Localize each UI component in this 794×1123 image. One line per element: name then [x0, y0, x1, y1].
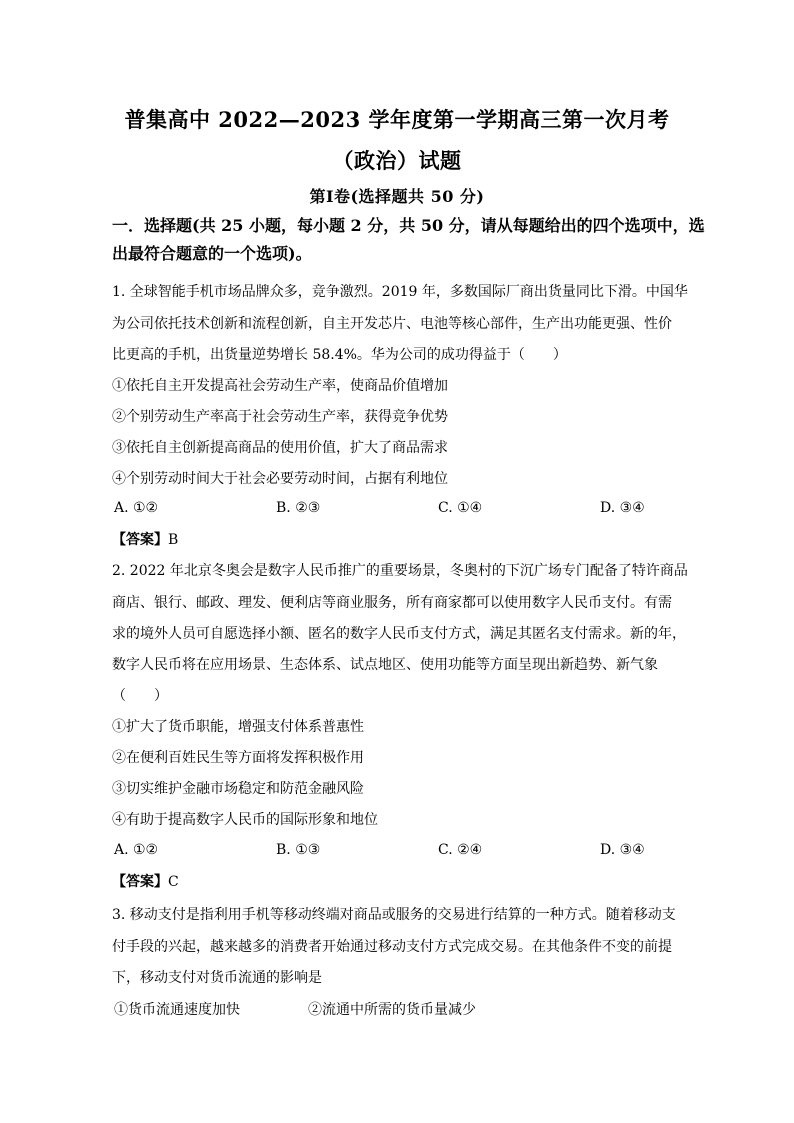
q2-answer-label: 【答案】 [112, 874, 168, 890]
q1-statement-4: ④个别劳动时间大于社会必要劳动时间，占据有利地位 [112, 471, 448, 487]
q1-statement-3: ③依托自主创新提高商品的使用价值，扩大了商品需求 [112, 440, 448, 456]
q1-stem-line-2: 为公司依托技术创新和流程创新，自主开发芯片、电池等核心部件，生产出功能更强、性价 [112, 316, 672, 332]
q1-stem-line-1: 1. 全球智能手机市场品牌众多，竞争激烈。2019 年，多数国际厂商出货量同比下滑。中国华 [112, 284, 688, 300]
q2-stem-line-3: 求的境外人员可自愿选择小额、匿名的数字人民币支付方式，满足其匿名支付需求。新的年， [112, 626, 686, 642]
exam-title: 普集高中 2022—2023 学年度第一学期高三第一次月考 [124, 107, 670, 132]
q2-statement-2: ②在便利百姓民生等方面将发挥积极作用 [112, 750, 364, 766]
q1-option-b: B. ②③ [276, 500, 321, 516]
q1-option-a: A. ①② [114, 500, 159, 516]
q2-stem-line-2: 商店、银行、邮政、理发、便利店等商业服务，所有商家都可以使用数字人民币支付。有需 [112, 595, 672, 611]
q2-option-d: D. ③④ [600, 842, 645, 858]
exam-subtitle: （政治）试题 [332, 148, 462, 173]
q3-stem-line-1: 3. 移动支付是指利用手机等移动终端对商品或服务的交易进行结算的一种方式。随着移动支 [112, 907, 676, 923]
instructions-line-1: 一．选择题(共 25 小题，每小题 2 分，共 50 分，请从每题给出的四个选项中，选 [112, 216, 705, 235]
q1-statement-2: ②个别劳动生产率高于社会劳动生产率，获得竞争优势 [112, 409, 448, 425]
q2-answer [112, 872, 692, 892]
q1-answer-value: B [168, 532, 179, 548]
q2-statement-3: ③切实维护金融市场稳定和防范金融风险 [112, 781, 364, 797]
q3-stem-line-3: 下，移动支付对货币流通的影响是 [112, 970, 322, 986]
q2-option-b: B. ①③ [276, 842, 321, 858]
q2-stem-line-4: 数字人民币将在应用场景、生态体系、试点地区、使用功能等方面呈现出新趋势、新气象 [112, 657, 658, 673]
q1-answer-label: 【答案】 [112, 532, 168, 548]
q1-option-d: D. ③④ [600, 500, 645, 516]
instructions-line-2: 出最符合题意的一个选项)。 [112, 244, 312, 263]
q3-statement-2: ②流通中所需的货币量减少 [308, 1002, 476, 1018]
section-heading: 第Ⅰ卷(选择题共 50 分) [309, 187, 485, 206]
q2-statement-1: ①扩大了货币职能，增强支付体系普惠性 [112, 719, 364, 735]
q2-option-a: A. ①② [114, 842, 159, 858]
q1-stem-line-3: 比更高的手机，出货量逆势增长 58.4%。华为公司的成功得益于（ ） [112, 347, 567, 363]
q2-stem-line-5: （ ） [112, 688, 168, 704]
q3-stem-line-2: 付手段的兴起，越来越多的消费者开始通过移动支付方式完成交易。在其他条件不变的前提 [112, 939, 672, 955]
q2-statement-4: ④有助于提高数字人民币的国际形象和地位 [112, 812, 378, 828]
q2-stem-line-1: 2. 2022 年北京冬奥会是数字人民币推广的重要场景，冬奥村的下沉广场专门配备了特许商品 [112, 563, 688, 579]
q3-statement-1: ①货币流通速度加快 [114, 1002, 240, 1018]
q1-statement-1: ①依托自主开发提高社会劳动生产率，使商品价值增加 [112, 378, 448, 394]
q1-option-c: C. ①④ [438, 500, 483, 516]
q1-answer [112, 530, 692, 550]
q2-option-c: C. ②④ [438, 842, 483, 858]
q2-answer-value: C [168, 874, 179, 890]
